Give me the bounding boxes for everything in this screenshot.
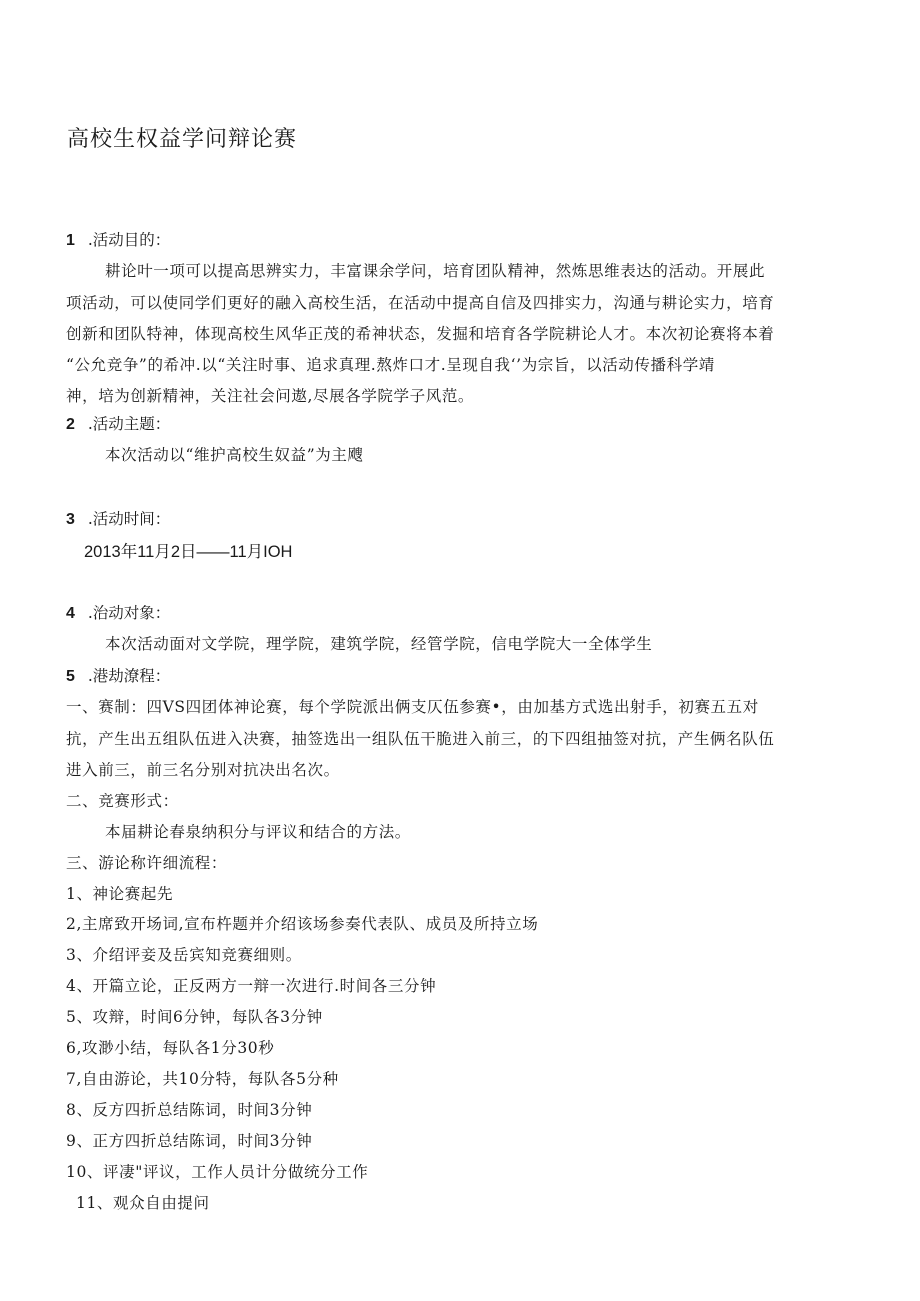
list-item: 2,主席致开场词,宣布杵题并介绍该场参奏代表队、成员及所持立场	[66, 915, 539, 933]
subheading: 三、游论称许细流程：	[66, 854, 228, 872]
section-4-number: 4	[66, 605, 75, 622]
list-item: 11、观众自由提问	[76, 1194, 210, 1212]
section-1-heading	[66, 230, 170, 251]
list-item: 8、反方四折总结陈词，时间3分钟	[66, 1101, 313, 1119]
section-3-heading	[66, 509, 170, 530]
list-item: 6,攻渺小结，每队各1分30秒	[66, 1039, 275, 1057]
paragraph-line: 耕论叶一项可以提高思辨实力，丰富课余学问，培育团队精神，然炼思维表达的活动。开展此	[105, 262, 766, 280]
paragraph-line: 本届耕论春泉纳积分与评议和结合的方法。	[105, 823, 411, 841]
section-3-date: 2013年11月2日——11月IOH	[84, 543, 293, 561]
section-1-number: 1	[66, 232, 75, 249]
list-item: 3、介绍评妾及岳宾知竞赛细则。	[66, 946, 302, 964]
list-item: 9、正方四折总结陈词，时间3分钟	[66, 1132, 313, 1150]
section-1-title: .活动目的：	[87, 231, 171, 249]
list-item: 1、神论赛起先	[66, 885, 174, 903]
section-2-title: .活动主题：	[87, 415, 171, 433]
paragraph-line: “公允竞争”的希冲.以“关注时事、追求真理.熬炸口才.呈现自我‘’为宗旨，以活动传播科学靖	[66, 356, 715, 374]
document-title: 高校生权益学问辩论赛	[67, 127, 298, 152]
paragraph-line: 一、赛制：四VS四团体神论赛，每个学院派出俩支仄伍参赛•，由加基方式选出射手，初赛五五对	[66, 698, 759, 716]
paragraph-line: 神，培为创新精神，关注社会问遨,尽展各学院学子风范。	[66, 387, 475, 405]
paragraph-line: 项活动，可以使同学们更好的融入高校生活，在活动中提高自信及四排实力，沟通与耕论实力，培育	[66, 294, 775, 312]
subheading: 二、竞赛形式：	[66, 792, 179, 810]
list-item: 7,自由游论，共10分特，每队各5分种	[66, 1070, 339, 1088]
paragraph-line: 进入前三，前三名分别对抗决出名次。	[66, 761, 340, 779]
section-4-title: .治动对象：	[87, 604, 171, 622]
section-5-number: 5	[66, 668, 75, 685]
section-4-text: 本次活动面对文学院，理学院，建筑学院，经管学院，信电学院大一全体学生	[105, 635, 653, 653]
paragraph-line: 创新和团队特神，体现高校生风华正茂的希神状态，发掘和培育各学院耕论人才。本次初论赛将本着	[66, 325, 775, 343]
section-3-title: .活动时间：	[87, 510, 171, 528]
section-3-number: 3	[66, 511, 75, 528]
paragraph-line: 抗，产生出五组队伍进入决赛，抽签选出一组队伍干脆进入前三，的下四组抽签对抗，产生俩名队伍	[66, 730, 775, 748]
section-5-title: .港劫潦程：	[87, 667, 171, 685]
section-2-heading	[66, 414, 170, 435]
list-item: 10、评凄"评议，工作人员计分做统分工作	[66, 1163, 369, 1181]
section-5-heading	[66, 666, 170, 687]
list-item: 4、开篇立论，正反两方一辩一次进行.时间各三分钟	[66, 977, 437, 995]
section-2-text: 本次活动以“维护高校生奴益”为主飕	[105, 446, 364, 464]
section-4-heading	[66, 603, 170, 624]
section-2-number: 2	[66, 416, 75, 433]
list-item: 5、攻辩，时间6分钟，每队各3分钟	[66, 1008, 323, 1026]
